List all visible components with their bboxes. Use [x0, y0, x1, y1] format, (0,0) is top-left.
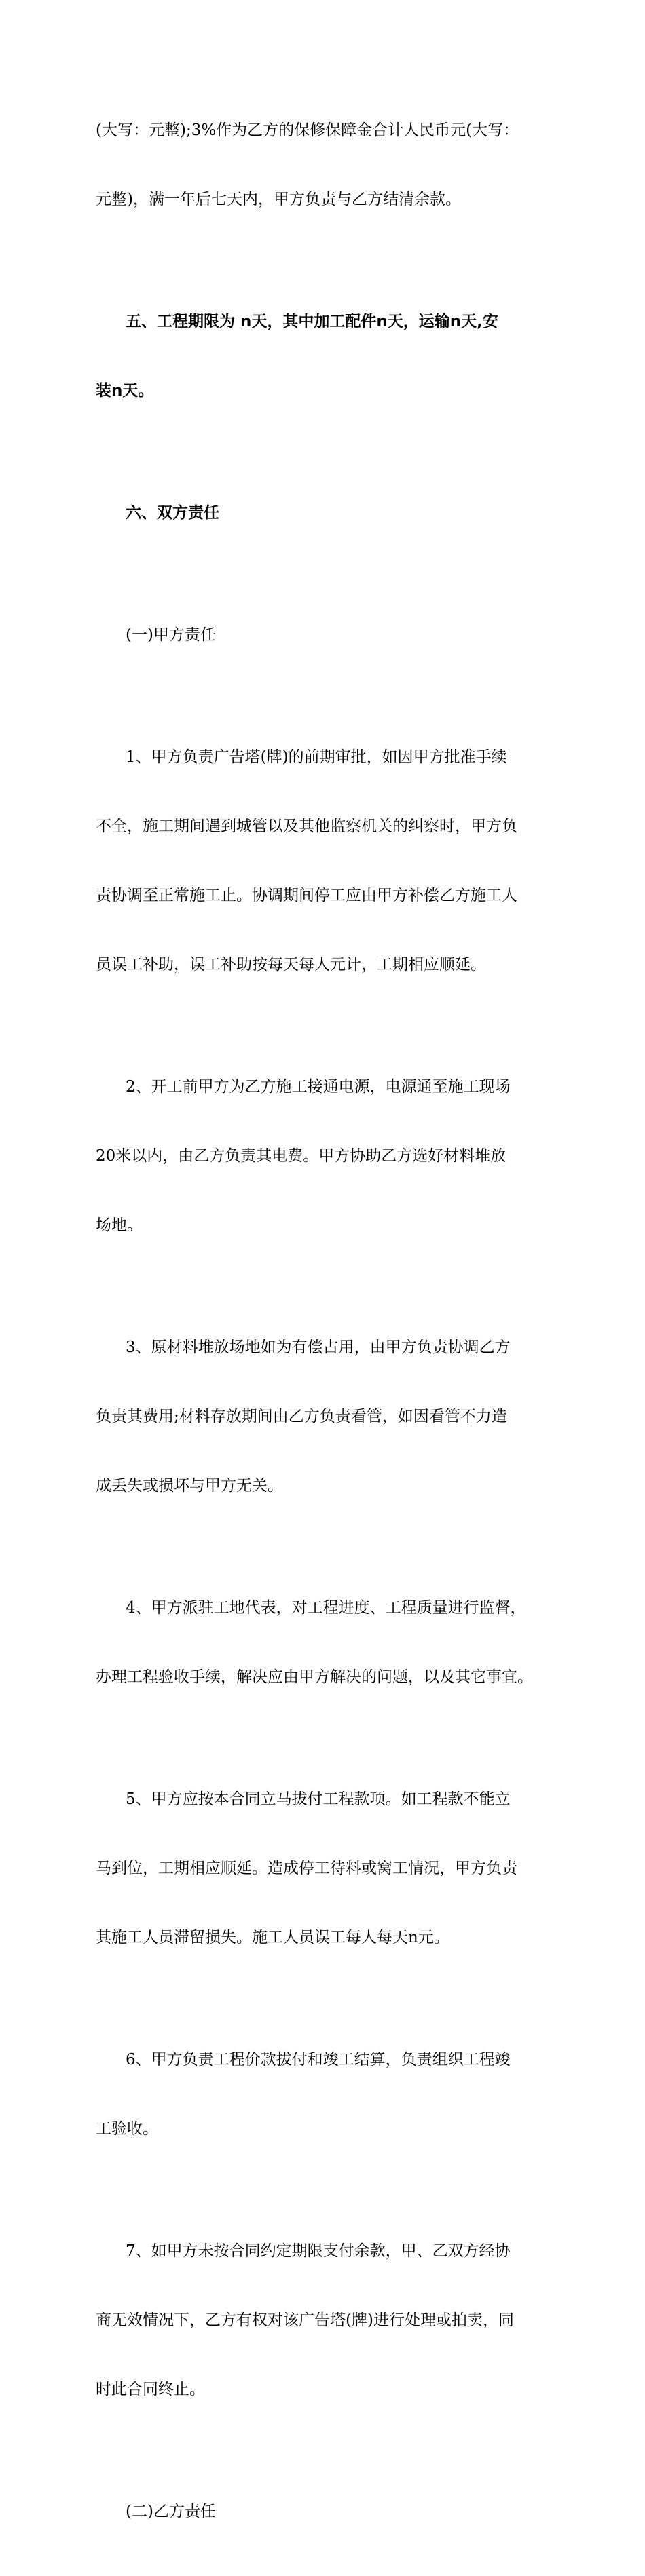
- text-line: 4、甲方派驻工地代表，对工程进度、工程质量进行监督，: [126, 1599, 526, 1617]
- text-line: 马到位，工期相应顺延。造成停工待料或窝工情况，甲方负责: [96, 1860, 517, 1877]
- party-a-clause-6: [96, 2002, 564, 2187]
- party-a-clause-1: [96, 699, 564, 1022]
- text-line: 工验收。: [96, 2120, 158, 2138]
- text-line: 7、如甲方未按合同约定期限支付余款，甲、乙双方经协: [126, 2242, 511, 2260]
- text-line: 元整)，满一年后七天内，甲方负责与乙方结清余款。: [96, 191, 461, 208]
- text-line: 6、甲方负责工程价款拔付和竣工结算，负责组织工程竣: [126, 2051, 511, 2069]
- party-a-clause-3: [96, 1290, 564, 1543]
- text-line: 不全，施工期间遇到城管以及其他监察机关的纠察时，甲方负: [96, 818, 517, 835]
- text-line: 装n天。: [96, 382, 154, 400]
- text-line: (二)乙方责任: [126, 2503, 216, 2520]
- text-line: 员误工补助，误工补助按每天每人元计，工期相应顺延。: [96, 956, 486, 974]
- text-line: 商无效情况下，乙方有权对该广告塔(牌)进行处理或拍卖，同: [96, 2311, 514, 2329]
- text-line: 成丢失或损坏与甲方无关。: [96, 1477, 283, 1495]
- section-5-heading: [96, 264, 564, 448]
- text-line: 五、工程期限为 n天，其中加工配件n天，运输n天,安: [126, 313, 498, 330]
- text-line: 5、甲方应按本合同立马拔付工程款项。如工程款不能立: [126, 1790, 511, 1808]
- text-line: 场地。: [96, 1216, 143, 1234]
- text-line: 3、原材料堆放场地如为有偿占用，由甲方负责协调乙方: [126, 1339, 511, 1356]
- text-line: 其施工人员滞留损失。施工人员误工每人每天n元。: [96, 1929, 449, 1946]
- text-line: 20米以内，由乙方负责其电费。甲方协助乙方选好材料堆放: [96, 1147, 506, 1165]
- party-a-clause-4: [96, 1550, 564, 1735]
- text-line: 办理工程验收手续，解决应由甲方解决的问题，以及其它事宜。: [96, 1668, 533, 1686]
- text-line: 1、甲方负责广告塔(牌)的前期审批，如因甲方批准手续: [126, 748, 507, 766]
- payment-paragraph: [96, 73, 564, 257]
- section-6-heading: [96, 455, 564, 571]
- document-body: [96, 73, 564, 2576]
- text-line: (大写：元整);3%作为乙方的保修保障金合计人民币元(大写：: [96, 121, 519, 139]
- text-line: 责协调至正常施工止。协调期间停工应由甲方补偿乙方施工人: [96, 887, 517, 904]
- party-a-clause-5: [96, 1742, 564, 1995]
- text-line: 时此合同终止。: [96, 2381, 205, 2398]
- text-line: 负责其费用;材料存放期间由乙方负责看管，如因看管不力造: [96, 1408, 507, 1425]
- party-a-clause-7: [96, 2193, 564, 2447]
- party-a-clause-2: [96, 1029, 564, 1283]
- party-a-responsibilities-heading: [96, 577, 564, 693]
- party-b-responsibilities-heading: [96, 2454, 564, 2569]
- text-line: 六、双方责任: [126, 504, 219, 522]
- text-line: 2、开工前甲方为乙方施工接通电源，电源通至施工现场: [126, 1078, 511, 1096]
- text-line: (一)甲方责任: [126, 626, 216, 644]
